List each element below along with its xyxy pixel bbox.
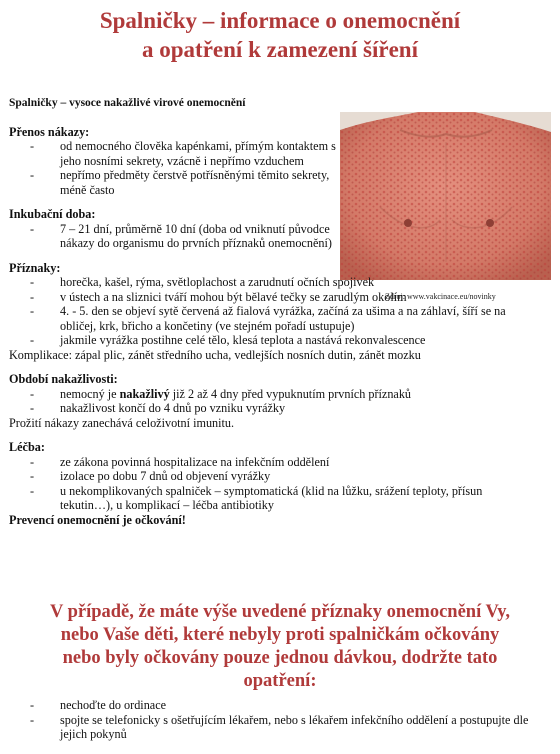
list-item: - izolace po dobu 7 dnů od objevení vyrážky xyxy=(30,469,509,484)
list-item: - nechoďte do ordinace xyxy=(30,698,529,713)
list-item: - jakmile vyrážka postihne celé tělo, klesá teplota a nastává rekonvalescence xyxy=(30,333,509,348)
immunity-note: Prožití nákazy zanechává celoživotní imunitu. xyxy=(9,415,235,430)
prevention-note: Prevencí onemocnění je očkování! xyxy=(9,512,186,527)
section-heading: Příznaky: xyxy=(9,260,61,275)
text-part: již 2 až 4 dny před vypuknutím prvních příznaků xyxy=(169,386,412,401)
list-item: - 7 – 21 dní, průměrně 10 dní (doba od vniknutí původce nákazy do organismu do prvních příznaků onemocnění) xyxy=(30,222,340,251)
list-item: - u nekomplikovaných spalniček – symptomatická (klid na lůžku, srážení teploty, přísun tekutin…), u komplikací – léčba antibiotiky xyxy=(30,484,509,513)
list-item: - horečka, kašel, rýma, světloplachost a zarudnutí očních spojivek xyxy=(30,275,509,290)
info-text xyxy=(9,96,509,537)
warning-heading xyxy=(0,601,560,693)
lead-text: Spalničky – vysoce nakažlivé virové onemocnění xyxy=(9,97,246,109)
section-transmission xyxy=(9,125,509,198)
text-part: nemocný je xyxy=(60,386,120,401)
list-item: - ze zákona povinná hospitalizace na infekčním oddělení xyxy=(30,455,509,470)
measures-list xyxy=(9,698,529,742)
section-contagious xyxy=(9,372,509,430)
section-heading: Přenos nákazy: xyxy=(9,124,90,139)
page-title xyxy=(0,6,560,64)
list-item: - od nemocného člověka kapénkami, přímým kontaktem s jeho nosními sekrety, vzácně i nepřímo vzduchem xyxy=(30,139,340,168)
warning-line: nebo byly očkovány pouze jednou dávkou, dodržte tato xyxy=(62,648,498,668)
title-line-2: a opatření k zamezení šíření xyxy=(142,37,418,62)
image-source: Zdroj: www.vakcinace.eu/novinky xyxy=(385,292,496,301)
text-emphasis: nakažlivý xyxy=(119,386,170,401)
warning-line: V případě, že máte výše uvedené příznaky onemocnění Vy, xyxy=(49,602,511,622)
section-incubation xyxy=(9,207,509,251)
list-item: - nepřímo předměty čerstvě potřísněnými těmito sekrety, méně často xyxy=(30,168,340,197)
title-line-1: Spalničky – informace o onemocnění xyxy=(99,8,461,33)
section-heading: Období nakažlivosti: xyxy=(9,372,118,386)
section-symptoms xyxy=(9,261,509,363)
warning-line: opatření: xyxy=(243,671,317,691)
section-treatment xyxy=(9,440,509,527)
list-item: - nakažlivost končí do 4 dnů po vzniku vyrážky xyxy=(30,401,509,416)
list-item: - v ústech a na sliznici tváří mohou být bělavé tečky se zarudlým okolím xyxy=(30,290,509,305)
list-item: - spojte se telefonicky s ošetřujícím lékařem, nebo s lékařem infekčního oddělení a postupujte dle jejich pokynů xyxy=(30,713,529,742)
section-heading: Inkubační doba: xyxy=(9,207,96,221)
warning-line: nebo Vaše děti, které nebyly proti spalničkám očkovány xyxy=(60,625,500,645)
section-heading: Léčba: xyxy=(9,440,45,454)
list-item xyxy=(30,387,509,402)
complications-text: Komplikace: zápal plic, zánět středního ucha, vedlejších nosních dutin, zánět mozku xyxy=(9,347,421,362)
list-item: - 4. - 5. den se objeví sytě červená až fialová vyrážka, začíná za ušima a na záhlaví, šíří se na obličej, krk, břicho a končetiny (ve stejném pořadí ustupuje) xyxy=(30,304,509,333)
